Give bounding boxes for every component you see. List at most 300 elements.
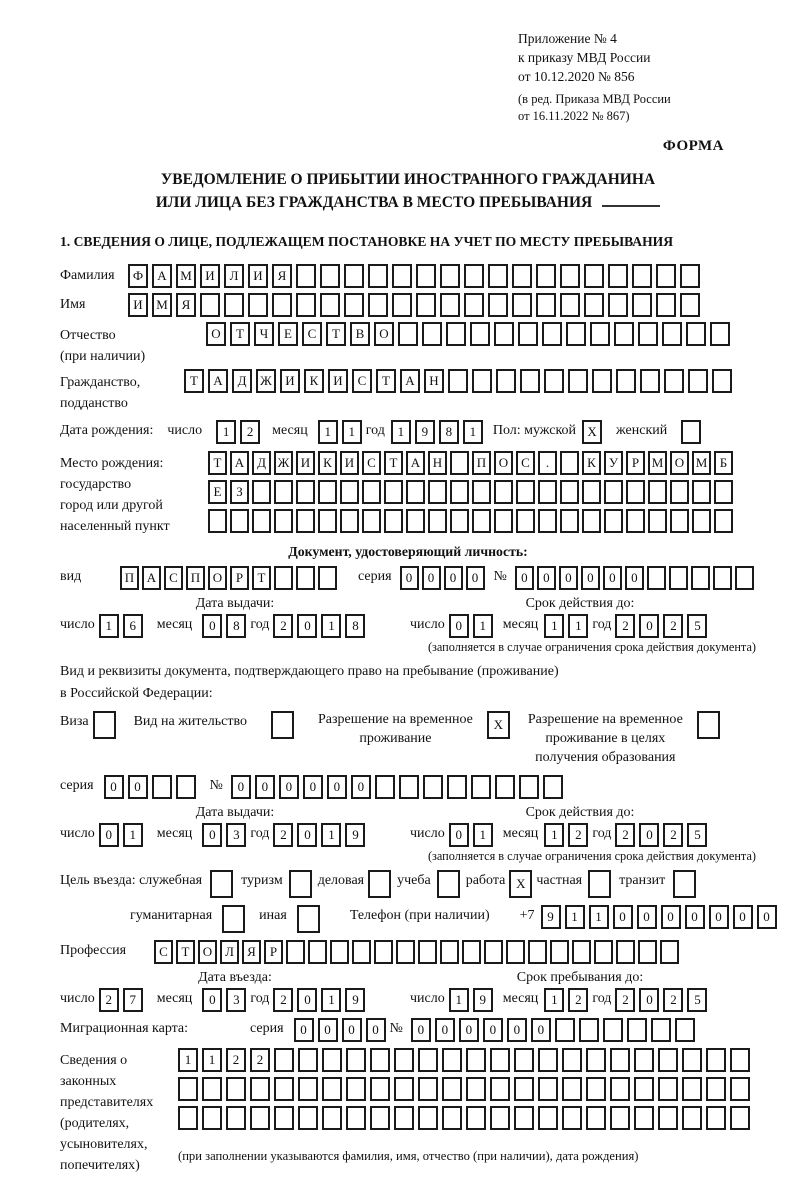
form-cell[interactable] [670,480,689,504]
birthplace-row2-input[interactable] [208,480,736,504]
form-cell[interactable] [560,480,579,504]
form-cell[interactable] [346,1077,366,1101]
form-cell[interactable] [516,480,535,504]
form-cell[interactable] [274,566,293,590]
form-cell[interactable] [520,369,540,393]
form-cell[interactable]: Р [626,451,645,475]
firstname-input[interactable] [128,293,704,317]
form-cell[interactable] [560,264,580,288]
form-cell[interactable] [682,1048,702,1072]
form-cell[interactable]: 0 [661,905,681,929]
form-cell[interactable] [680,264,700,288]
form-cell[interactable] [518,322,538,346]
form-cell[interactable]: В [350,322,370,346]
form-cell[interactable]: О [198,940,217,964]
birth-day-input[interactable] [216,420,264,444]
form-cell[interactable]: 1 [202,1048,222,1072]
form-cell[interactable]: Т [184,369,204,393]
form-cell[interactable] [296,480,315,504]
form-cell[interactable]: 0 [366,1018,386,1042]
form-cell[interactable]: 9 [473,988,493,1012]
form-cell[interactable]: 8 [439,420,459,444]
form-cell[interactable] [274,1106,294,1130]
doc-number-input[interactable] [515,566,757,590]
form-cell[interactable] [730,1048,750,1072]
form-cell[interactable] [322,1048,342,1072]
form-cell[interactable] [608,264,628,288]
purpose-study-checkbox[interactable] [437,870,460,898]
issue1-month-input[interactable] [202,614,250,638]
form-cell[interactable]: К [304,369,324,393]
form-cell[interactable]: 0 [128,775,148,799]
form-cell[interactable] [330,940,349,964]
form-cell[interactable]: 1 [321,988,341,1012]
form-cell[interactable]: Ч [254,322,274,346]
form-cell[interactable]: 1 [589,905,609,929]
form-cell[interactable] [298,1106,318,1130]
form-cell[interactable] [538,480,557,504]
form-cell[interactable] [370,1077,390,1101]
form-cell[interactable] [442,1106,462,1130]
form-cell[interactable]: 0 [303,775,323,799]
form-cell[interactable]: К [318,451,337,475]
form-cell[interactable]: З [230,480,249,504]
form-cell[interactable] [394,1077,414,1101]
form-cell[interactable]: 2 [99,988,119,1012]
form-cell[interactable]: 0 [202,823,222,847]
form-cell[interactable] [614,322,634,346]
form-cell[interactable] [528,940,547,964]
form-cell[interactable]: 9 [541,905,561,929]
form-cell[interactable] [416,264,436,288]
form-cell[interactable] [627,1018,647,1042]
form-cell[interactable] [710,322,730,346]
form-cell[interactable] [626,480,645,504]
form-cell[interactable] [494,509,513,533]
form-cell[interactable]: И [248,264,268,288]
form-cell[interactable] [422,322,442,346]
form-cell[interactable] [297,905,320,933]
form-cell[interactable] [638,940,657,964]
form-cell[interactable] [680,293,700,317]
form-cell[interactable]: 0 [515,566,534,590]
form-cell[interactable] [688,369,708,393]
form-cell[interactable]: 0 [733,905,753,929]
form-cell[interactable] [428,509,447,533]
form-cell[interactable] [368,264,388,288]
form-cell[interactable] [712,369,732,393]
form-cell[interactable]: Т [230,322,250,346]
form-cell[interactable]: 1 [321,823,341,847]
form-cell[interactable]: Я [272,264,292,288]
form-cell[interactable] [638,322,658,346]
form-cell[interactable]: 0 [603,566,622,590]
form-cell[interactable]: 1 [544,988,564,1012]
form-cell[interactable] [514,1106,534,1130]
form-cell[interactable] [448,369,468,393]
guardians-row1-input[interactable] [178,1048,754,1072]
stay-day-input[interactable] [449,988,497,1012]
valid2-month-input[interactable] [544,823,592,847]
form-cell[interactable] [706,1077,726,1101]
form-cell[interactable] [344,264,364,288]
form-cell[interactable] [370,1048,390,1072]
form-cell[interactable] [248,293,268,317]
form-cell[interactable] [450,451,469,475]
form-cell[interactable]: О [208,566,227,590]
form-cell[interactable]: П [472,451,491,475]
form-cell[interactable] [496,369,516,393]
res-number-input[interactable] [231,775,567,799]
form-cell[interactable] [274,509,293,533]
form-cell[interactable]: 0 [411,1018,431,1042]
form-cell[interactable]: Т [208,451,227,475]
issue1-day-input[interactable] [99,614,147,638]
form-cell[interactable] [634,1048,654,1072]
form-cell[interactable] [416,293,436,317]
form-cell[interactable]: 2 [615,988,635,1012]
form-cell[interactable] [442,1077,462,1101]
form-cell[interactable]: 0 [637,905,657,929]
form-cell[interactable] [178,1106,198,1130]
form-cell[interactable] [224,293,244,317]
form-cell[interactable]: 2 [663,823,683,847]
form-cell[interactable]: Ж [274,451,293,475]
form-cell[interactable] [584,293,604,317]
form-cell[interactable]: И [328,369,348,393]
form-cell[interactable] [673,870,696,898]
form-cell[interactable] [582,509,601,533]
form-cell[interactable]: К [582,451,601,475]
form-cell[interactable] [514,1077,534,1101]
form-cell[interactable]: 0 [342,1018,362,1042]
form-cell[interactable] [512,293,532,317]
form-cell[interactable] [340,480,359,504]
form-cell[interactable] [442,1048,462,1072]
birthplace-row1-input[interactable] [208,451,736,475]
form-cell[interactable]: 6 [123,614,143,638]
form-cell[interactable] [472,480,491,504]
form-cell[interactable] [634,1077,654,1101]
form-cell[interactable] [604,480,623,504]
form-cell[interactable] [450,480,469,504]
form-cell[interactable]: Ф [128,264,148,288]
patronymic-input[interactable] [206,322,734,346]
form-cell[interactable]: 1 [463,420,483,444]
form-cell[interactable]: А [208,369,228,393]
stay-year-input[interactable] [615,988,711,1012]
form-cell[interactable] [252,509,271,533]
form-cell[interactable]: П [186,566,205,590]
form-cell[interactable]: 0 [639,823,659,847]
form-cell[interactable] [730,1106,750,1130]
form-cell[interactable] [686,322,706,346]
form-cell[interactable]: 7 [123,988,143,1012]
form-cell[interactable] [274,480,293,504]
form-cell[interactable] [392,264,412,288]
form-cell[interactable] [658,1077,678,1101]
form-cell[interactable] [512,264,532,288]
res-series-input[interactable] [104,775,200,799]
form-cell[interactable] [471,775,491,799]
form-cell[interactable] [488,264,508,288]
purpose-official-checkbox[interactable] [210,870,233,898]
form-cell[interactable] [494,480,513,504]
form-cell[interactable] [447,775,467,799]
purpose-tourism-checkbox[interactable] [289,870,312,898]
form-cell[interactable]: 5 [687,823,707,847]
form-cell[interactable] [418,1048,438,1072]
form-cell[interactable] [322,1106,342,1130]
form-cell[interactable]: 0 [99,823,119,847]
form-cell[interactable]: 0 [639,614,659,638]
form-cell[interactable] [697,711,720,739]
valid2-day-input[interactable] [449,823,497,847]
form-cell[interactable] [579,1018,599,1042]
form-cell[interactable] [538,1048,558,1072]
form-cell[interactable]: М [648,451,667,475]
birthplace-row3-input[interactable] [208,509,736,533]
form-cell[interactable]: Д [232,369,252,393]
form-cell[interactable] [490,1077,510,1101]
form-cell[interactable] [418,940,437,964]
gender-female-checkbox[interactable] [681,420,701,444]
form-cell[interactable]: С [362,451,381,475]
form-cell[interactable] [176,775,196,799]
form-cell[interactable] [691,566,710,590]
form-cell[interactable]: А [152,264,172,288]
form-cell[interactable] [308,940,327,964]
form-cell[interactable] [298,1077,318,1101]
form-cell[interactable]: О [494,451,513,475]
form-cell[interactable]: 0 [255,775,275,799]
form-cell[interactable] [608,293,628,317]
form-cell[interactable]: . [538,451,557,475]
form-cell[interactable]: 0 [639,988,659,1012]
form-cell[interactable]: 0 [685,905,705,929]
form-cell[interactable] [658,1048,678,1072]
form-cell[interactable] [428,480,447,504]
form-cell[interactable] [274,1077,294,1101]
form-cell[interactable] [632,293,652,317]
form-cell[interactable]: 9 [415,420,435,444]
form-cell[interactable] [555,1018,575,1042]
form-cell[interactable] [252,480,271,504]
doc-kind-input[interactable] [120,566,340,590]
form-cell[interactable] [706,1106,726,1130]
form-cell[interactable] [582,480,601,504]
form-cell[interactable]: 1 [123,823,143,847]
doc-series-input[interactable] [400,566,488,590]
form-cell[interactable]: А [400,369,420,393]
form-cell[interactable] [560,509,579,533]
form-cell[interactable] [484,940,503,964]
form-cell[interactable] [374,940,393,964]
form-cell[interactable] [298,1048,318,1072]
purpose-private-checkbox[interactable] [588,870,611,898]
form-cell[interactable] [550,940,569,964]
stay-month-input[interactable] [544,988,592,1012]
form-cell[interactable]: 0 [449,823,469,847]
form-cell[interactable] [418,1077,438,1101]
form-cell[interactable] [470,322,490,346]
form-cell[interactable] [495,775,515,799]
form-cell[interactable]: 0 [231,775,251,799]
citizenship-input[interactable] [184,369,736,393]
profession-input[interactable] [154,940,682,964]
form-cell[interactable]: Т [326,322,346,346]
guardians-row2-input[interactable] [178,1077,754,1101]
form-cell[interactable] [706,1048,726,1072]
form-cell[interactable] [670,509,689,533]
birth-year-input[interactable] [391,420,487,444]
form-cell[interactable] [656,293,676,317]
purpose-business-checkbox[interactable] [368,870,391,898]
form-cell[interactable]: 0 [104,775,124,799]
entry-day-input[interactable] [99,988,147,1012]
form-cell[interactable] [538,1106,558,1130]
form-cell[interactable]: А [142,566,161,590]
form-cell[interactable] [562,1077,582,1101]
form-cell[interactable] [423,775,443,799]
form-cell[interactable] [398,322,418,346]
form-cell[interactable] [648,480,667,504]
form-cell[interactable] [296,264,316,288]
form-cell[interactable] [289,870,312,898]
form-cell[interactable] [566,322,586,346]
form-cell[interactable]: Т [176,940,195,964]
form-cell[interactable]: 0 [537,566,556,590]
form-cell[interactable] [536,264,556,288]
form-cell[interactable]: У [604,451,623,475]
form-cell[interactable]: 1 [216,420,236,444]
purpose-transit-checkbox[interactable] [673,870,696,898]
form-cell[interactable]: 2 [568,823,588,847]
form-cell[interactable]: 2 [615,823,635,847]
form-cell[interactable] [318,480,337,504]
form-cell[interactable]: 1 [391,420,411,444]
form-cell[interactable]: Н [428,451,447,475]
form-cell[interactable]: 2 [250,1048,270,1072]
form-cell[interactable] [626,509,645,533]
form-cell[interactable] [344,293,364,317]
form-cell[interactable] [178,1077,198,1101]
form-cell[interactable] [384,509,403,533]
form-cell[interactable]: 0 [559,566,578,590]
form-cell[interactable]: А [406,451,425,475]
form-cell[interactable]: 2 [273,614,293,638]
form-cell[interactable]: X [582,420,602,444]
form-cell[interactable]: 1 [568,614,588,638]
form-cell[interactable] [296,509,315,533]
form-cell[interactable] [406,509,425,533]
form-cell[interactable] [560,451,579,475]
form-cell[interactable] [730,1077,750,1101]
issue2-month-input[interactable] [202,823,250,847]
form-cell[interactable]: 0 [613,905,633,929]
valid1-day-input[interactable] [449,614,497,638]
form-cell[interactable] [296,566,315,590]
form-cell[interactable] [735,566,754,590]
form-cell[interactable] [675,1018,695,1042]
form-cell[interactable] [590,322,610,346]
form-cell[interactable]: Т [376,369,396,393]
form-cell[interactable] [466,1106,486,1130]
form-cell[interactable] [202,1106,222,1130]
form-cell[interactable] [362,509,381,533]
form-cell[interactable]: И [200,264,220,288]
edu-permit-checkbox[interactable] [697,711,720,739]
form-cell[interactable]: С [516,451,535,475]
form-cell[interactable] [506,940,525,964]
form-cell[interactable] [616,369,636,393]
form-cell[interactable] [272,293,292,317]
form-cell[interactable] [651,1018,671,1042]
form-cell[interactable] [586,1048,606,1072]
form-cell[interactable] [352,940,371,964]
form-cell[interactable] [370,1106,390,1130]
form-cell[interactable]: Т [252,566,271,590]
form-cell[interactable] [682,1106,702,1130]
form-cell[interactable] [632,264,652,288]
valid1-month-input[interactable] [544,614,592,638]
form-cell[interactable] [346,1048,366,1072]
temp-permit-checkbox[interactable] [487,711,510,739]
form-cell[interactable]: С [352,369,372,393]
purpose-work-checkbox[interactable] [509,870,532,898]
form-cell[interactable] [660,940,679,964]
form-cell[interactable] [494,322,514,346]
guardians-row3-input[interactable] [178,1106,754,1130]
form-cell[interactable] [286,940,305,964]
form-cell[interactable]: 5 [687,988,707,1012]
form-cell[interactable]: 1 [473,823,493,847]
form-cell[interactable] [466,1077,486,1101]
form-cell[interactable] [656,264,676,288]
form-cell[interactable]: 0 [279,775,299,799]
form-cell[interactable] [440,940,459,964]
form-cell[interactable] [375,775,395,799]
form-cell[interactable] [713,566,732,590]
form-cell[interactable]: 2 [568,988,588,1012]
form-cell[interactable] [271,711,294,739]
lastname-input[interactable] [128,264,704,288]
form-cell[interactable] [488,293,508,317]
form-cell[interactable]: 0 [297,614,317,638]
form-cell[interactable] [514,1048,534,1072]
form-cell[interactable] [340,509,359,533]
form-cell[interactable] [542,322,562,346]
form-cell[interactable] [464,264,484,288]
form-cell[interactable] [472,509,491,533]
form-cell[interactable]: 1 [473,614,493,638]
form-cell[interactable] [714,509,733,533]
form-cell[interactable]: 3 [226,988,246,1012]
form-cell[interactable]: 2 [273,988,293,1012]
form-cell[interactable] [648,509,667,533]
form-cell[interactable]: 0 [297,988,317,1012]
form-cell[interactable] [362,480,381,504]
form-cell[interactable]: 0 [297,823,317,847]
form-cell[interactable] [440,264,460,288]
form-cell[interactable]: 0 [400,566,419,590]
form-cell[interactable] [226,1077,246,1101]
form-cell[interactable]: 0 [444,566,463,590]
form-cell[interactable]: Т [384,451,403,475]
form-cell[interactable]: 0 [318,1018,338,1042]
form-cell[interactable] [692,480,711,504]
form-cell[interactable]: 0 [435,1018,455,1042]
